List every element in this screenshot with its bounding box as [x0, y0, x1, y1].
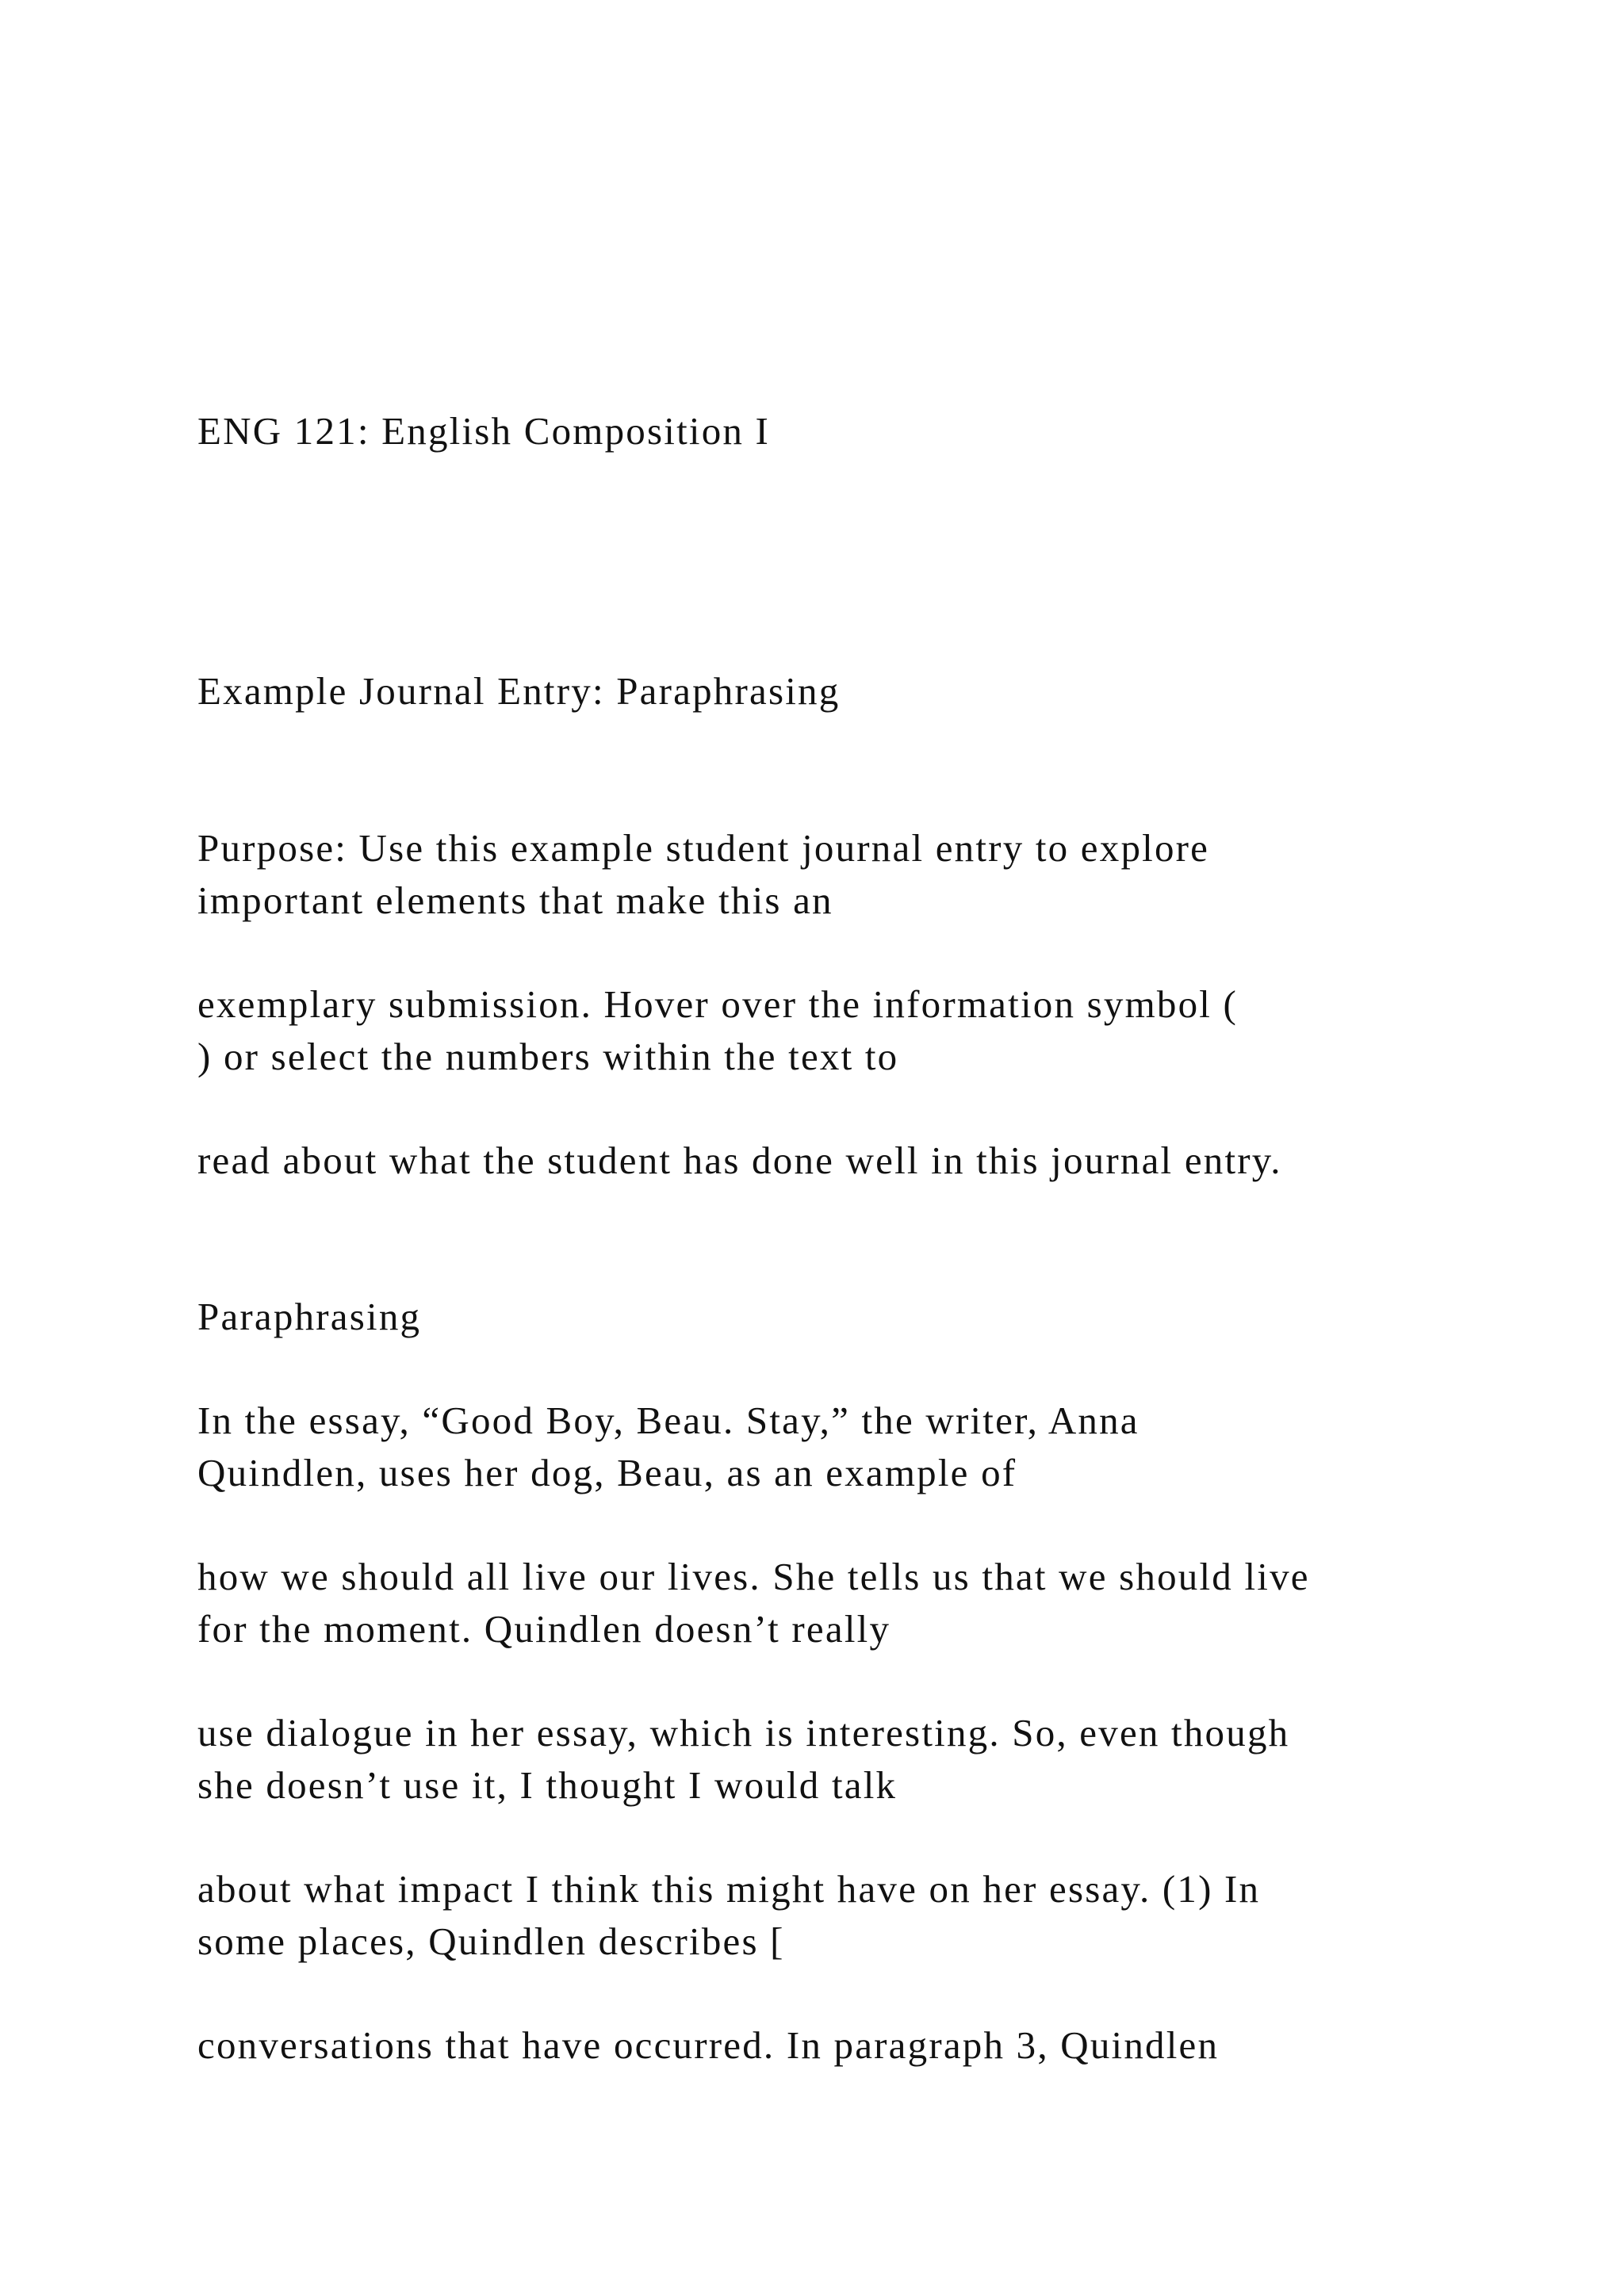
section-heading: Paraphrasing [197, 1295, 422, 1338]
body-line: Quindlen, uses her dog, Beau, as an example of [197, 1451, 1017, 1494]
purpose-line: important elements that make this an [197, 878, 833, 922]
purpose-line: read about what the student has done well in this journal entry. [197, 1138, 1282, 1182]
body-line: about what impact I think this might have on her essay. (1) In [197, 1867, 1261, 1911]
body-line: In the essay, “Good Boy, Beau. Stay,” the writer, Anna [197, 1399, 1139, 1442]
body-line: how we should all live our lives. She tells us that we should live [197, 1555, 1310, 1598]
body-line: she doesn’t use it, I thought I would talk [197, 1763, 898, 1807]
body-line: for the moment. Quindlen doesn’t really [197, 1607, 891, 1651]
body-line: some places, Quindlen describes [ [197, 1919, 785, 1963]
body-line: use dialogue in her essay, which is interesting. So, even though [197, 1711, 1290, 1755]
entry-title: Example Journal Entry: Paraphrasing [197, 669, 841, 713]
course-title: ENG 121: English Composition I [197, 409, 771, 453]
purpose-line: Purpose: Use this example student journal entry to explore [197, 826, 1210, 870]
purpose-line: ) or select the numbers within the text to [197, 1035, 899, 1078]
body-line: conversations that have occurred. In paragraph 3, Quindlen [197, 2023, 1220, 2067]
purpose-line: exemplary submission. Hover over the information symbol ( [197, 982, 1239, 1026]
